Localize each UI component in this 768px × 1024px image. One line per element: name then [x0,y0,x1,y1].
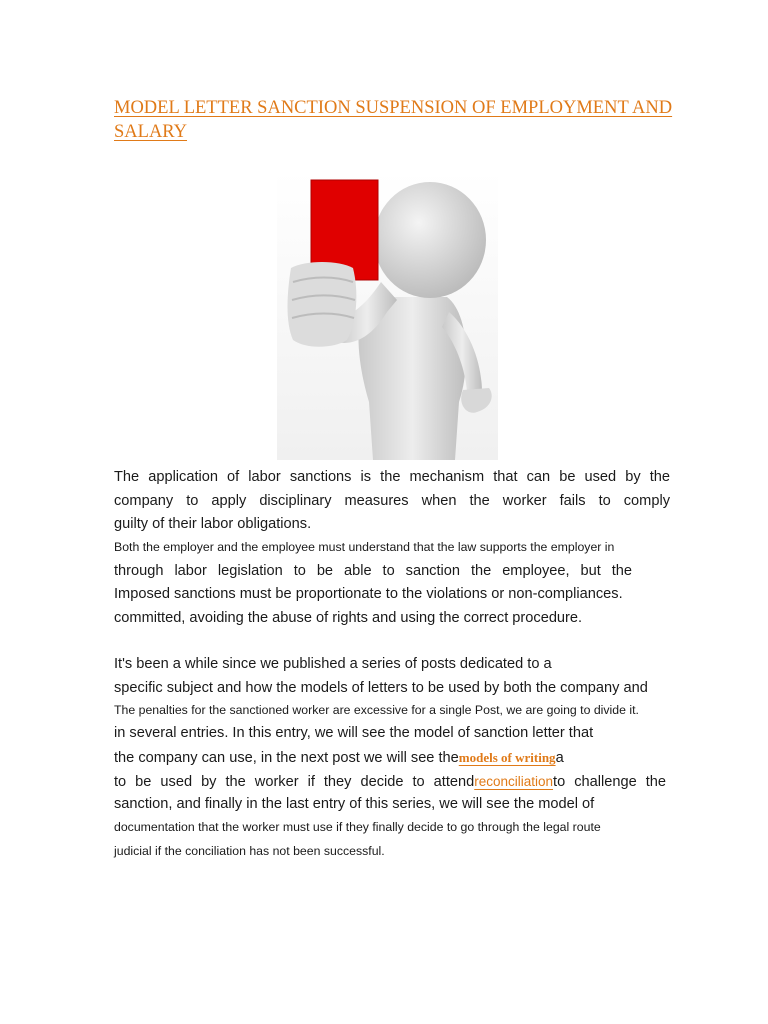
paragraph-line: The application of labor sanctions is the mechanism that can be used by the [114,469,670,485]
paragraph-line: specific subject and how the models of letters to be used by both the company and [114,680,648,696]
paragraph-line: The penalties for the sanctioned worker are excessive for a single Post, we are going to divide it. [114,703,639,717]
red-card-illustration [277,172,498,460]
paragraph-line: guilty of their labor obligations. [114,516,312,532]
paragraph-text: a [555,750,564,766]
models-of-writing-link[interactable]: models of writing [458,750,556,765]
paragraph-line: in several entries. In this entry, we will see the model of sanction letter that [114,725,594,741]
figure-holding-red-card-icon [277,172,498,460]
paragraph-line: committed, avoiding the abuse of rights and using the correct procedure. [114,610,583,626]
paragraph-line: documentation that the worker must use if they finally decide to go through the legal route [114,820,601,834]
paragraph-line: It's been a while since we published a series of posts dedicated to a [114,656,552,672]
paragraph-text: the company can use, in the next post we will see the [114,750,459,766]
paragraph-line: judicial if the conciliation has not been successful. [114,844,385,858]
reconciliation-link[interactable]: reconciliation [474,774,554,789]
paragraph-line [114,770,666,794]
paragraph-line [114,746,670,770]
paragraph-line: sanction, and finally in the last entry of this series, we will see the model of [114,796,595,812]
paragraph-line: through labor legislation to be able to sanction the employee, but the [114,563,632,579]
paragraph-line: Both the employer and the employee must understand that the law supports the employer in [114,540,615,554]
paragraph-line: Imposed sanctions must be proportionate to the violations or non-compliances. [114,586,623,602]
paragraph-line: company to apply disciplinary measures when the worker fails to comply [114,493,670,509]
page-title: MODEL LETTER SANCTION SUSPENSION OF EMPLOYMENT AND SALARY [114,98,673,142]
paragraph-text: to challenge the [553,774,666,790]
paragraph-text: to be used by the worker if they decide to attend [114,774,475,790]
